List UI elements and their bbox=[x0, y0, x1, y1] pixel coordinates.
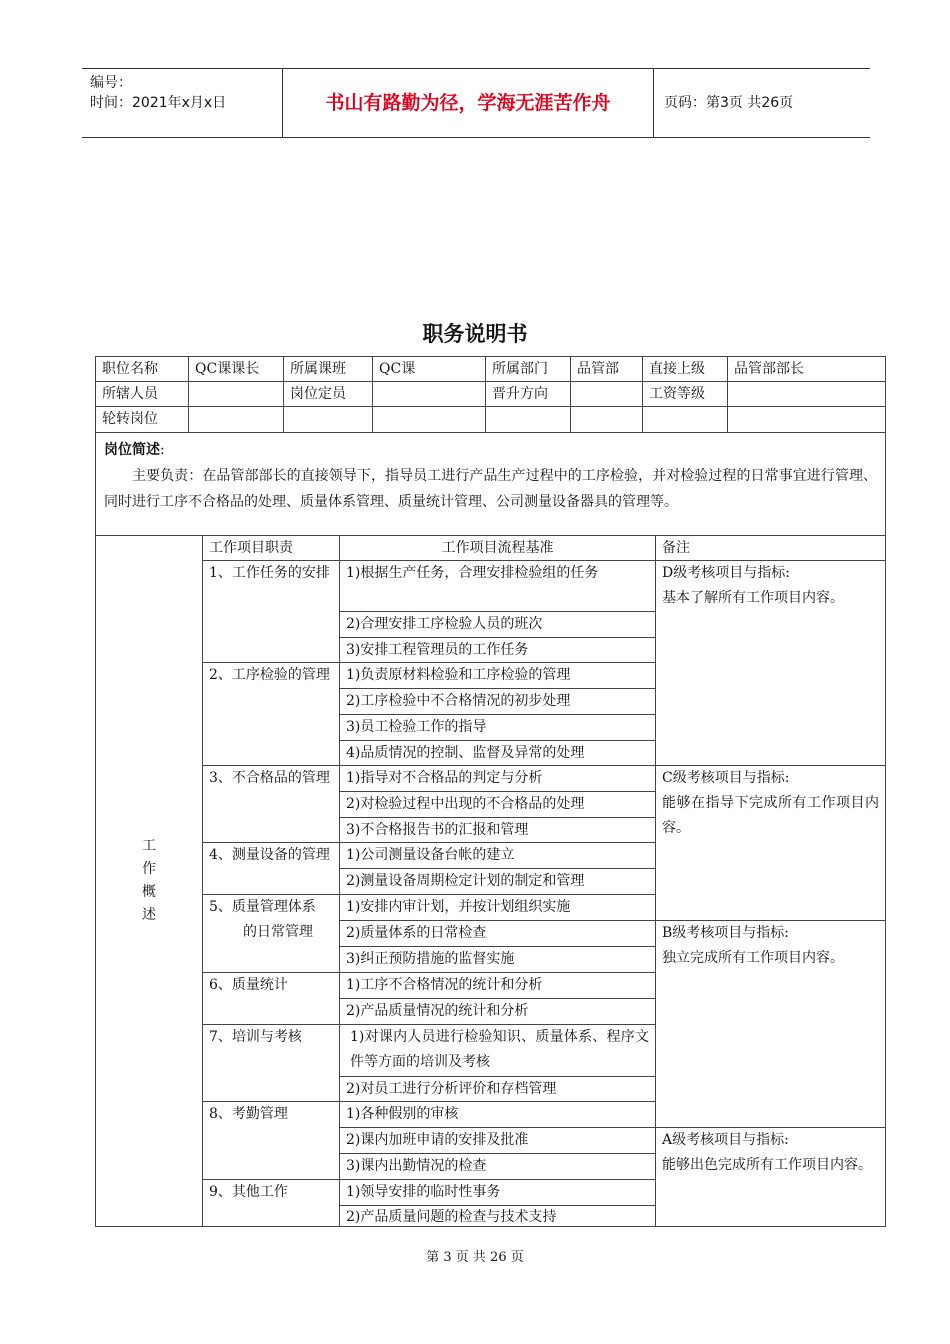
duty-item: 2、工序检验的管理 bbox=[202, 662, 340, 766]
header-number: 编号： bbox=[90, 75, 132, 91]
rotation-empty-5 bbox=[642, 406, 728, 433]
promotion-value bbox=[570, 381, 643, 407]
grade-value bbox=[727, 381, 886, 407]
grade-label: 工资等级 bbox=[642, 381, 728, 407]
header-motto: 书山有路勤为径，学海无涯苦作舟 bbox=[282, 69, 654, 137]
process-step: 3)纠正预防措施的监督实施 bbox=[339, 946, 656, 973]
process-step: 2)产品质量问题的检查与技术支持 bbox=[339, 1205, 656, 1227]
duty-item-line2: 的日常管理 bbox=[243, 924, 313, 940]
col-header-process: 工作项目流程基准 bbox=[339, 535, 656, 561]
process-step: 3)课内出勤情况的检查 bbox=[339, 1153, 656, 1180]
remark-title: A级考核项目与指标: bbox=[662, 1132, 789, 1148]
process-step: 2)对员工进行分析评价和存档管理 bbox=[339, 1076, 656, 1102]
remark-title: C级考核项目与指标: bbox=[662, 770, 790, 786]
remark-level-a bbox=[655, 1127, 886, 1227]
header-page-number: 页码：第3页 共26页 bbox=[664, 95, 794, 111]
remark-title: D级考核项目与指标: bbox=[662, 565, 790, 581]
remark-text: 基本了解所有工作项目内容。 bbox=[662, 590, 844, 606]
process-step: 2)工序检验中不合格情况的初步处理 bbox=[339, 688, 656, 715]
remark-level-c bbox=[655, 765, 886, 921]
staff-label: 所辖人员 bbox=[95, 381, 189, 407]
work-overview-label bbox=[95, 535, 203, 1227]
superior-value: 品管部部长 bbox=[727, 356, 886, 382]
duty-item: 9、其他工作 bbox=[202, 1179, 340, 1227]
rotation-empty-3 bbox=[485, 406, 571, 433]
process-step: 2)测量设备周期检定计划的制定和管理 bbox=[339, 868, 656, 895]
summary-label: 岗位简述 bbox=[104, 442, 160, 458]
duty-item: 6、质量统计 bbox=[202, 972, 340, 1025]
dept-value: 品管部 bbox=[570, 356, 643, 382]
process-step: 1)对课内人员进行检验知识、质量体系、程序文件等方面的培训及考核 bbox=[339, 1024, 656, 1077]
staff-value bbox=[188, 381, 284, 407]
job-name-value: QC课课长 bbox=[188, 356, 284, 382]
duty-item: 3、不合格品的管理 bbox=[202, 765, 340, 843]
col-header-remark: 备注 bbox=[655, 535, 886, 561]
duty-item-line1: 5、质量管理体系 bbox=[209, 899, 316, 915]
work-overview-text: 工作概述 bbox=[142, 838, 156, 923]
process-step: 2)对检验过程中出现的不合格品的处理 bbox=[339, 791, 656, 818]
rotation-empty-6 bbox=[727, 406, 886, 433]
summary-label-colon: : bbox=[160, 442, 165, 458]
process-step: 1)负责原材料检验和工序检验的管理 bbox=[339, 662, 656, 689]
duty-item bbox=[202, 894, 340, 973]
process-step: 3)不合格报告书的汇报和管理 bbox=[339, 817, 656, 843]
process-step: 1)领导安排的临时性事务 bbox=[339, 1179, 656, 1206]
job-name-label: 职位名称 bbox=[95, 356, 189, 382]
rotation-value bbox=[188, 406, 284, 433]
process-step: 1)工序不合格情况的统计和分析 bbox=[339, 972, 656, 999]
page-header bbox=[82, 68, 870, 138]
job-description-table bbox=[95, 356, 886, 1227]
process-step: 2)产品质量情况的统计和分析 bbox=[339, 998, 656, 1025]
process-step: 1)各种假别的审核 bbox=[339, 1101, 656, 1128]
section-label: 所属课班 bbox=[283, 356, 373, 382]
remark-level-b bbox=[655, 920, 886, 1128]
remark-text: 能够出色完成所有工作项目内容。 bbox=[662, 1157, 872, 1173]
process-step: 2)质量体系的日常检查 bbox=[339, 920, 656, 947]
duty-item: 8、考勤管理 bbox=[202, 1101, 340, 1180]
duty-item: 1、工作任务的安排 bbox=[202, 560, 340, 663]
header-date: 时间：2021年x月x日 bbox=[90, 95, 227, 111]
section-value: QC课 bbox=[372, 356, 486, 382]
process-step: 2)合理安排工序检验人员的班次 bbox=[339, 611, 656, 638]
rotation-label: 轮转岗位 bbox=[95, 406, 189, 433]
process-step: 1)根据生产任务，合理安排检验组的任务 bbox=[339, 560, 656, 612]
rotation-empty-1 bbox=[283, 406, 373, 433]
remark-title: B级考核项目与指标: bbox=[662, 925, 790, 941]
remark-text: 能够在指导下完成所有工作项目内容。 bbox=[662, 795, 879, 836]
process-step: 4)品质情况的控制、监督及异常的处理 bbox=[339, 740, 656, 766]
remark-text: 独立完成所有工作项目内容。 bbox=[662, 950, 844, 966]
summary-text: 主要负责：在品管部部长的直接领导下，指导员工进行产品生产过程中的工序检验，并对检验过程的日常事宜进行管理、同时进行工序不合格品的处理、质量体系管理、质量统计管理、公司测量设备器具的管理等。 bbox=[104, 468, 877, 510]
process-step: 3)员工检验工作的指导 bbox=[339, 714, 656, 741]
page-footer: 第 3 页 共 26 页 bbox=[426, 1250, 524, 1265]
job-summary bbox=[95, 432, 886, 536]
superior-label: 直接上级 bbox=[642, 356, 728, 382]
duty-item: 4、测量设备的管理 bbox=[202, 842, 340, 895]
duty-item: 7、培训与考核 bbox=[202, 1024, 340, 1102]
document-title: 职务说明书 bbox=[422, 321, 528, 346]
process-step: 2)课内加班申请的安排及批准 bbox=[339, 1127, 656, 1154]
post-label: 岗位定员 bbox=[283, 381, 373, 407]
promotion-label: 晋升方向 bbox=[485, 381, 571, 407]
process-step: 1)公司测量设备台帐的建立 bbox=[339, 842, 656, 869]
rotation-empty-2 bbox=[372, 406, 486, 433]
process-step: 1)安排内审计划，并按计划组织实施 bbox=[339, 894, 656, 921]
dept-label: 所属部门 bbox=[485, 356, 571, 382]
process-step: 1)指导对不合格品的判定与分析 bbox=[339, 765, 656, 792]
header-meta bbox=[82, 69, 282, 137]
remark-level-d bbox=[655, 560, 886, 766]
rotation-empty-4 bbox=[570, 406, 643, 433]
process-step: 3)安排工程管理员的工作任务 bbox=[339, 637, 656, 663]
post-value bbox=[372, 381, 486, 407]
col-header-duty: 工作项目职责 bbox=[202, 535, 340, 561]
